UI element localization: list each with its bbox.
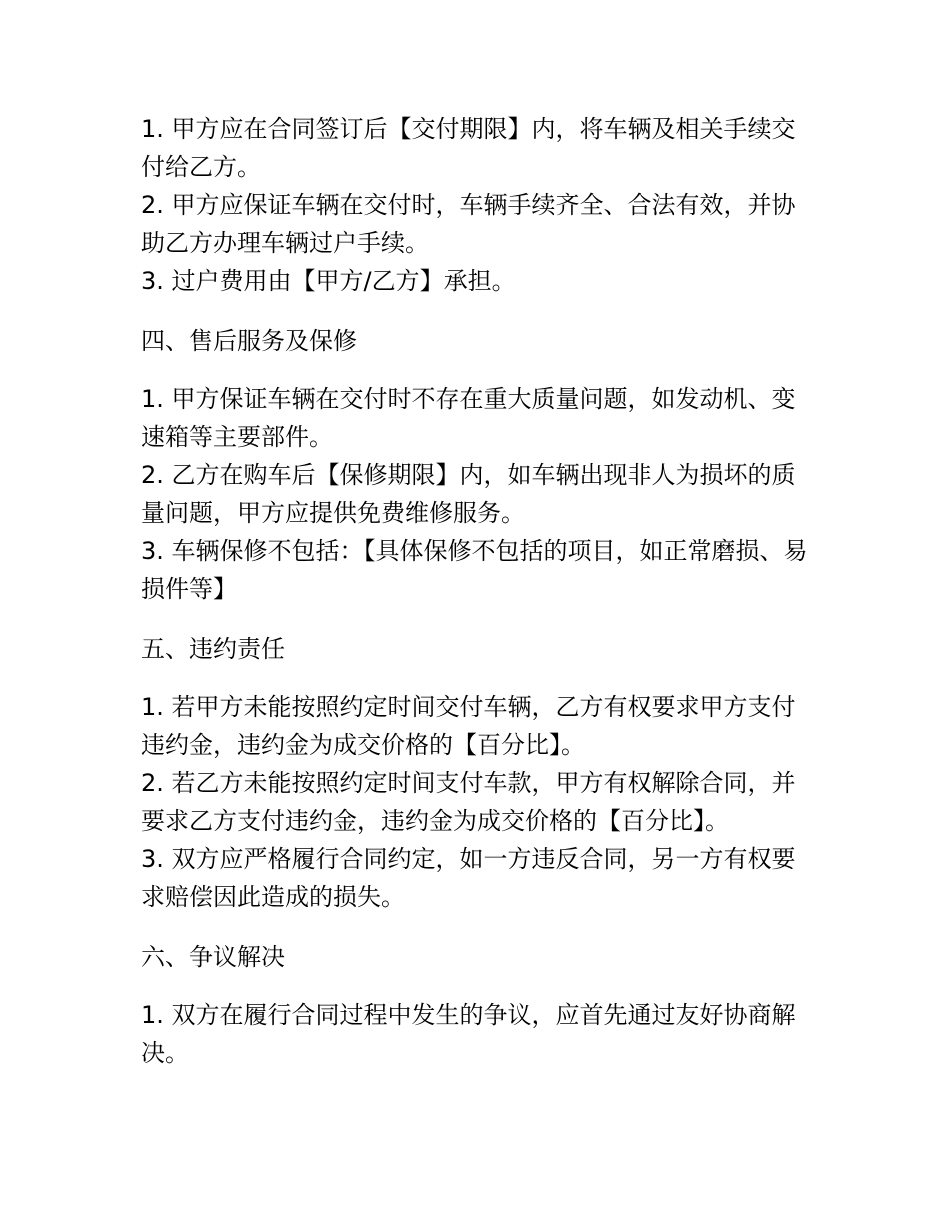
- section-dispute: [141, 996, 811, 1072]
- after-sales-item-1: 1. 甲方保证车辆在交付时不存在重大质量问题，如发动机、变速箱等主要部件。: [141, 385, 796, 451]
- delivery-item-3: 3. 过户费用由【甲方/乙方】承担。: [141, 267, 516, 295]
- section-heading-liability: 五、违约责任: [141, 635, 285, 663]
- delivery-item-2: 2. 甲方应保证车辆在交付时，车辆手续齐全、合法有效，并协助乙方办理车辆过户手续。: [141, 191, 796, 257]
- after-sales-item-2: 2. 乙方在购车后【保修期限】内，如车辆出现非人为损坏的质量问题，甲方应提供免费维修服务。: [141, 461, 796, 527]
- liability-item-3: 3. 双方应严格履行合同约定，如一方违反合同，另一方有权要求赔偿因此造成的损失。: [141, 845, 796, 911]
- dispute-item-1: 1. 双方在履行合同过程中发生的争议，应首先通过友好协商解决。: [141, 1001, 796, 1067]
- liability-item-2: 2. 若乙方未能按照约定时间支付车款，甲方有权解除合同，并要求乙方支付违约金，违约金为成交价格的【百分比】。: [141, 769, 796, 835]
- section-heading-after-sales: 四、售后服务及保修: [141, 327, 357, 355]
- liability-item-1: 1. 若甲方未能按照约定时间交付车辆，乙方有权要求甲方支付违约金，违约金为成交价格的【百分比】。: [141, 693, 796, 759]
- section-liability: [141, 688, 811, 916]
- after-sales-item-3: 3. 车辆保修不包括：【具体保修不包括的项目，如正常磨损、易损件等】: [141, 537, 808, 603]
- section-heading-dispute: 六、争议解决: [141, 943, 285, 971]
- delivery-item-1: 1. 甲方应在合同签订后【交付期限】内，将车辆及相关手续交付给乙方。: [141, 115, 796, 181]
- document-page: [141, 110, 811, 1072]
- section-delivery: [141, 110, 811, 300]
- section-after-sales: [141, 380, 811, 608]
